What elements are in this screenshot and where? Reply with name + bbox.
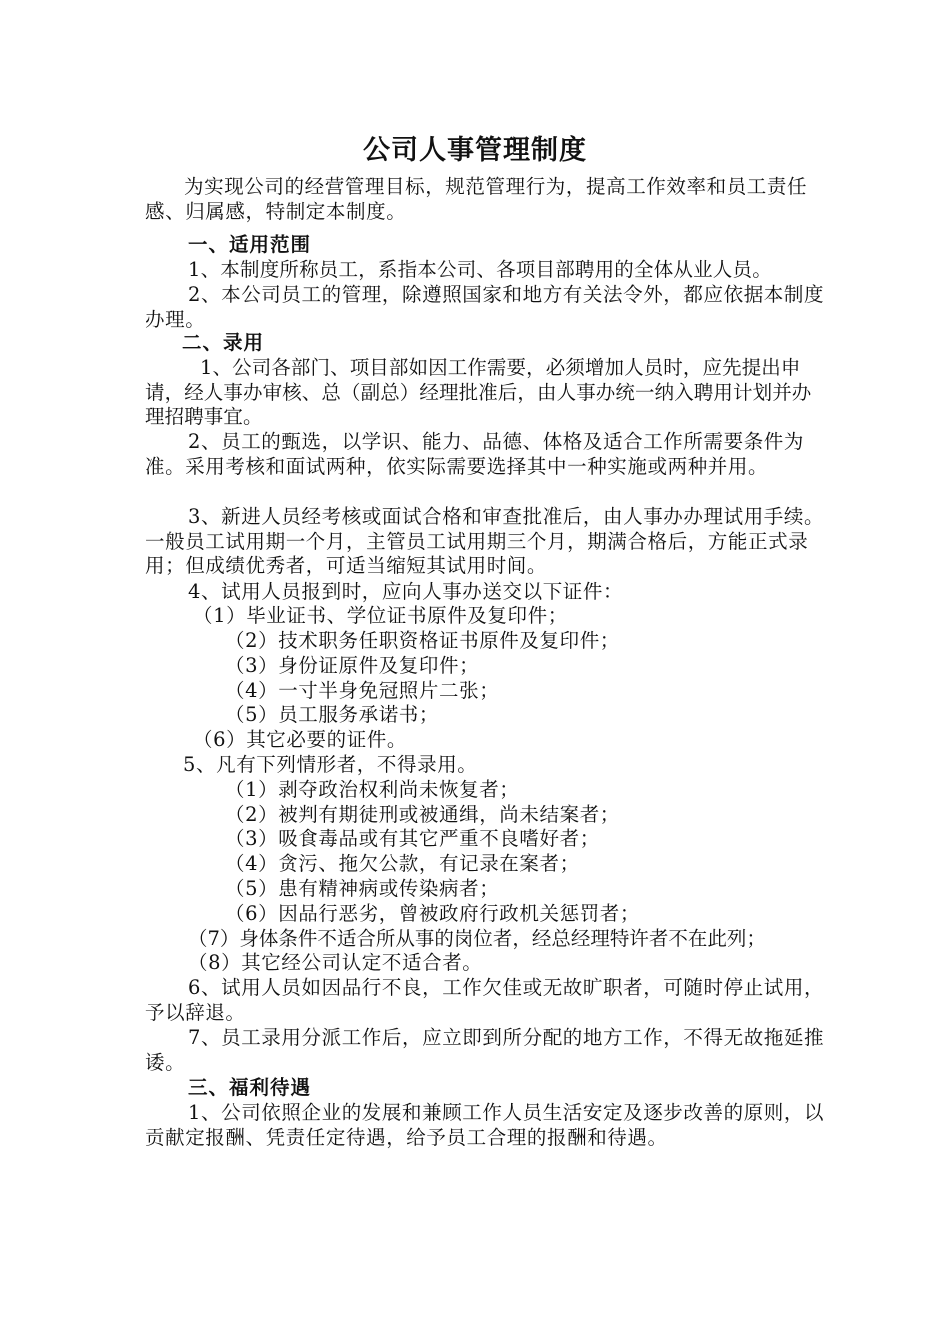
hiring-paragraph-7: 7、员工录用分派工作后，应立即到所分配的地方工作，不得无故拖延推诿。 [145, 1026, 825, 1074]
exclusion-list-item: （2）被判有期徒刑或被通缉，尚未结案者； [225, 803, 620, 826]
document-title: 公司人事管理制度 [363, 135, 587, 166]
exclusion-list-item: （4）贪污、拖欠公款，有记录在案者； [225, 852, 580, 875]
exclusion-list-item: （5）患有精神病或传染病者； [225, 877, 500, 900]
exclusion-list-item: （3）吸食毒品或有其它严重不良嗜好者； [225, 827, 600, 850]
hiring-paragraph-1: 1、公司各部门、项目部如因工作需要，必须增加人员时，应先提出申请，经人事办审核、总（副总）经理批准后，由人事办统一纳入聘用计划并办理招聘事宜。 [145, 356, 812, 428]
hiring-paragraph-5: 5、凡有下列情形者，不得录用。 [183, 753, 478, 776]
scope-paragraph-1: 1、本制度所称员工，系指本公司、各项目部聘用的全体从业人员。 [188, 258, 772, 281]
section-heading-hiring: 二、录用 [182, 331, 265, 354]
scope-paragraph-2: 2、本公司员工的管理，除遵照国家和地方有关法令外，都应依据本制度办理。 [145, 283, 825, 331]
document-list-item: （4）一寸半身免冠照片二张； [225, 679, 500, 702]
document-list-item: （5）员工服务承诺书； [225, 703, 440, 726]
document-list-item: （6）其它必要的证件。 [193, 728, 408, 751]
section-heading-scope: 一、适用范围 [188, 233, 312, 256]
section-heading-benefits: 三、福利待遇 [188, 1076, 312, 1099]
document-list-item: （3）身份证原件及复印件； [225, 654, 480, 677]
hiring-paragraph-4: 4、试用人员报到时，应向人事办送交以下证件： [188, 580, 624, 603]
exclusion-list-item: （8）其它经公司认定不适合者。 [188, 951, 483, 974]
hiring-paragraph-6: 6、试用人员如因品行不良，工作欠佳或无故旷职者，可随时停止试用，予以辞退。 [145, 976, 825, 1024]
intro-paragraph: 为实现公司的经营管理目标，规范管理行为，提高工作效率和员工责任感、归属感，特制定本制度。 [145, 175, 808, 223]
benefits-paragraph-1: 1、公司依照企业的发展和兼顾工作人员生活安定及逐步改善的原则，以贡献定报酬、凭责任定待遇，给予员工合理的报酬和待遇。 [145, 1101, 825, 1149]
hiring-paragraph-2: 2、员工的甄选，以学识、能力、品德、体格及适合工作所需要条件为准。采用考核和面试两种，依实际需要选择其中一种实施或两种并用。 [145, 430, 805, 478]
exclusion-list-item: （7）身体条件不适合所从事的岗位者，经总经理特许者不在此列； [188, 927, 766, 950]
document-list-item: （2）技术职务任职资格证书原件及复印件； [225, 629, 620, 652]
hiring-paragraph-3: 3、新进人员经考核或面试合格和审查批准后，由人事办办理试用手续。一般员工试用期一个月，主管员工试用期三个月，期满合格后，方能正式录用；但成绩优秀者，可适当缩短其试用时间。 [145, 505, 825, 577]
exclusion-list-item: （1）剥夺政治权利尚未恢复者； [225, 778, 520, 801]
document-list-item: （1）毕业证书、学位证书原件及复印件； [193, 604, 568, 627]
exclusion-list-item: （6）因品行恶劣，曾被政府行政机关惩罚者； [225, 902, 641, 925]
